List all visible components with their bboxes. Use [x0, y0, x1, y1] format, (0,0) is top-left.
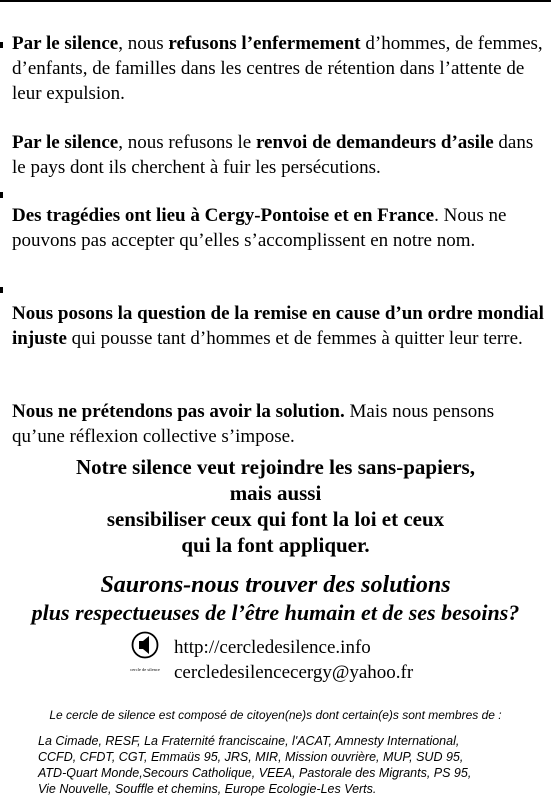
email-link[interactable]: cercledesilencecergy@yahoo.fr	[174, 662, 414, 683]
paragraph-ordre-mondial	[12, 301, 544, 351]
paragraph-text: . Nous ne pouvons pas accepter qu’elles s’accomplissent en notre nom.	[12, 205, 507, 251]
contact-block	[130, 631, 530, 691]
top-border-line	[0, 0, 551, 2]
bold-phrase: Par le silence	[12, 132, 119, 153]
question-line: Saurons-nous trouver des solutions	[100, 572, 451, 598]
members-line: Vie Nouvelle, Souffle et chemins, Europe Ecologie-Les Verts.	[38, 782, 377, 796]
paragraph-solution	[12, 399, 544, 449]
statement-line: Notre silence veut rejoindre les sans-papiers,	[76, 455, 475, 479]
bold-phrase: Nous ne prétendons pas avoir la solution.	[12, 401, 345, 422]
statement-line: sensibiliser ceux qui font la loi et ceux	[106, 507, 445, 531]
website-link[interactable]: http://cercledesilence.info	[174, 637, 371, 658]
statement-line: qui la font appliquer.	[181, 533, 370, 557]
edge-mark	[0, 287, 3, 293]
closing-question	[0, 571, 551, 627]
paragraph-text: , nous refusons le	[118, 132, 256, 153]
paragraph-text: Mais nous pensons qu’une réflexion collective s’impose.	[12, 401, 495, 447]
paragraph-enfermement	[12, 31, 544, 106]
bold-phrase: Par le silence	[12, 33, 119, 54]
statement-line: mais aussi	[229, 481, 322, 505]
members-intro: Le cercle de silence est composé de citoyen(ne)s dont certain(e)s sont membres de :	[49, 708, 502, 722]
bold-phrase: renvoi de demandeurs d’asile	[255, 132, 494, 153]
members-line: La Cimade, RESF, La Fraternité franciscaine, l'ACAT, Amnesty International,	[38, 734, 460, 748]
question-line: plus respectueuses de l’être humain et de ses besoins?	[31, 600, 520, 625]
paragraph-text: d’hommes, de femmes, d’enfants, de familles dans les centres de rétention dans l’attente de leur expulsion.	[12, 33, 543, 104]
paragraph-text: dans le pays dont ils cherchent à fuir les persécutions.	[12, 132, 534, 178]
bold-phrase: Des tragédies ont lieu à Cergy-Pontoise et en France	[12, 205, 435, 226]
paragraph-text: qui pousse tant d’hommes et de femmes à quitter leur terre.	[66, 328, 523, 349]
bold-phrase: refusons l’enfermement	[168, 33, 361, 54]
members-list	[38, 733, 538, 797]
silence-statement	[0, 454, 551, 558]
edge-mark	[0, 192, 3, 198]
paragraph-tragedies	[12, 203, 544, 253]
logo-caption: cercle de silence	[130, 667, 160, 672]
members-line: ATD-Quart Monde,Secours Catholique, VEEA, Pastorale des Migrants, PS 95,	[38, 766, 472, 780]
paragraph-text: , nous	[118, 33, 169, 54]
members-line: CCFD, CFDT, CGT, Emmaüs 95, JRS, MIR, Mission ouvrière, MUP, SUD 95,	[38, 750, 464, 764]
bold-phrase: Nous posons la question de la remise en cause d’un ordre mondial injuste	[12, 303, 544, 349]
paragraph-renvoi	[12, 130, 544, 180]
speaker-muted-icon	[130, 631, 160, 677]
edge-mark	[0, 42, 3, 48]
